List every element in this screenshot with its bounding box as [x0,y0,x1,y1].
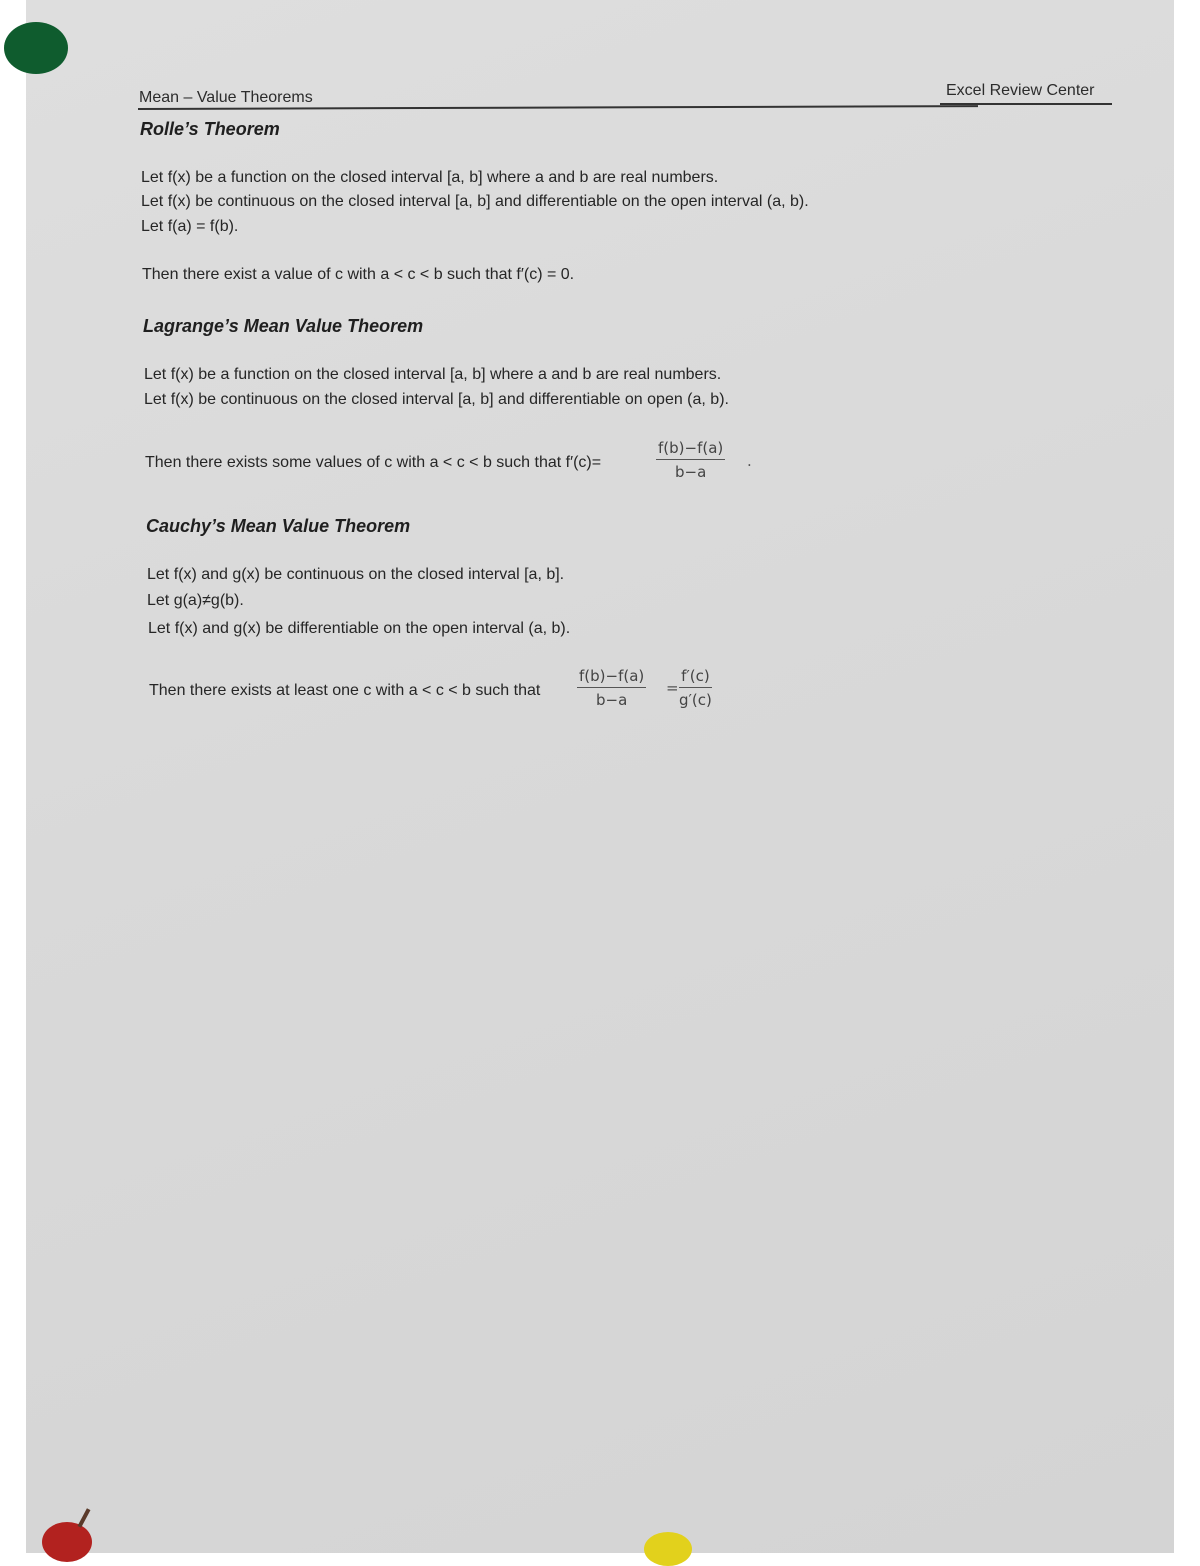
cauchy-title: Cauchy’s Mean Value Theorem [146,516,411,536]
cauchy-conclusion-text: Then there exists at least one c with a < c < b such that [149,682,541,699]
lagrange-line-1: Let f(x) be a function on the closed interval [a, b] where a and b are real numbers. [144,366,722,383]
lagrange-conclusion-text: Then there exists some values of c with a < c < b such that f′(c)= [145,454,602,471]
cauchy-fraction-right [679,667,712,709]
cauchy-line-2: Let g(a)≠g(b). [147,592,244,609]
cauchy-fraction-right-denominator: g′(c) [679,691,712,709]
rolle-line-3: Let f(a) = f(b). [141,218,239,235]
yellow-pushpin-icon [644,1532,692,1566]
cauchy-fraction-right-numerator: f′(c) [679,667,712,688]
rolle-line-2: Let f(x) be continuous on the closed interval [a, b] and differentiable on the open interval (a, b). [141,193,809,210]
lagrange-fraction [656,439,725,481]
cauchy-fraction-left [577,667,646,709]
lagrange-period: . [747,452,752,470]
document-title: Mean – Value Theorems [139,89,313,106]
cauchy-conclusion [149,682,540,700]
lagrange-conclusion [145,454,601,472]
cauchy-fraction-left-denominator: b−a [595,691,628,709]
cauchy-equals: = [666,679,679,697]
cauchy-line-1: Let f(x) and g(x) be continuous on the closed interval [a, b]. [147,566,565,583]
red-pushpin-icon [42,1522,92,1562]
rolle-title: Rolle’s Theorem [140,119,280,139]
green-pushpin-icon [4,22,68,74]
lagrange-title: Lagrange’s Mean Value Theorem [143,316,424,336]
rolle-line-1: Let f(x) be a function on the closed interval [a, b] where a and b are real numbers. [141,169,719,186]
cauchy-fraction-left-numerator: f(b)−f(a) [577,667,646,688]
lagrange-line-2: Let f(x) be continuous on the closed interval [a, b] and differentiable on open (a, b). [144,391,729,408]
lagrange-fraction-numerator: f(b)−f(a) [656,439,725,460]
rolle-conclusion: Then there exist a value of c with a < c < b such that f′(c) = 0. [142,266,575,283]
publisher-name: Excel Review Center [946,82,1095,99]
cauchy-line-3: Let f(x) and g(x) be differentiable on the open interval (a, b). [148,620,571,637]
lagrange-fraction-denominator: b−a [674,463,707,481]
header-rule-right [940,103,1112,105]
